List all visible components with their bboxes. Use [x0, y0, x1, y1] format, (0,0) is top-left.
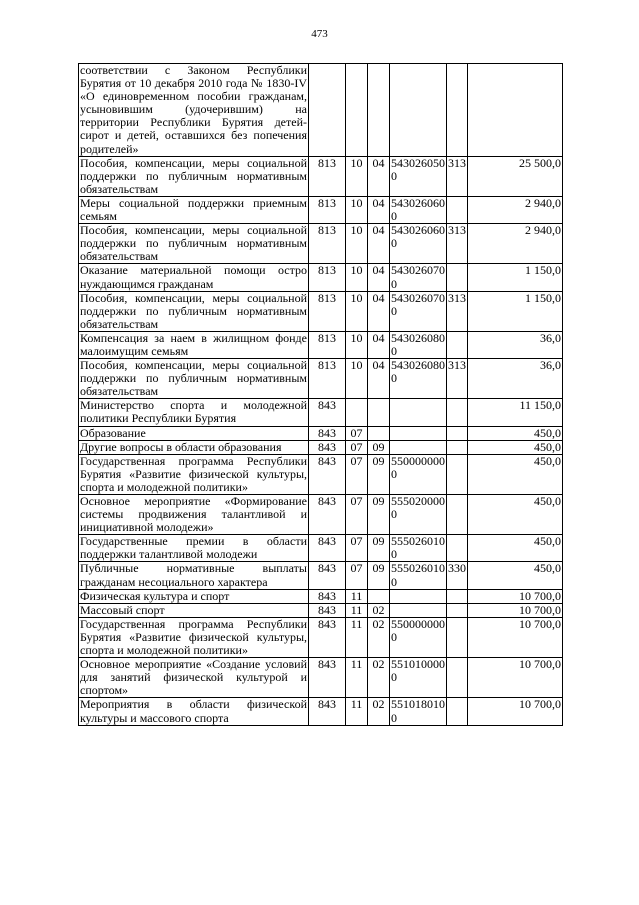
budget-table	[78, 63, 563, 726]
subsection-code-cell: 04	[368, 359, 390, 399]
target-article-cell: 5430260800	[391, 331, 445, 358]
grbs-code-cell: 843	[309, 426, 346, 440]
expense-type-cell	[447, 264, 468, 291]
target-article-cell: 5510100000	[390, 658, 447, 698]
row-name-cell: Оказание материальной помощи остро нуждающимся гражданам	[80, 263, 307, 291]
expense-type-cell	[447, 495, 468, 535]
grbs-code-cell: 843	[309, 589, 346, 603]
row-name-cell: Основное мероприятие «Создание условий для занятий физической культурой и спортом»	[80, 657, 307, 698]
amount-cell: 2 940,0	[468, 196, 563, 223]
table-row	[79, 399, 563, 426]
row-name-cell: Государственная программа Республики Бурятия «Развитие физической культуры, спорта и молодежной политики»	[80, 454, 307, 494]
table-row	[79, 440, 563, 454]
grbs-code-cell: 843	[309, 535, 346, 562]
expense-type-cell	[447, 658, 468, 698]
subsection-code-cell: 02	[368, 603, 390, 617]
target-article-cell: 5430260500	[390, 156, 447, 196]
section-code-cell: 10	[346, 156, 368, 196]
subsection-code-cell	[368, 399, 390, 426]
subsection-code-cell: 04	[368, 224, 390, 264]
section-code-cell: 10	[346, 196, 368, 223]
table-row	[79, 359, 563, 399]
amount-cell: 2 940,0	[468, 224, 563, 264]
row-name-cell: Мероприятия в области физической культуры и массового спорта	[80, 697, 307, 725]
grbs-code-cell: 813	[309, 291, 346, 331]
expense-type-cell	[447, 331, 468, 358]
row-name-cell: Образование	[79, 426, 309, 440]
grbs-code-cell: 843	[309, 603, 346, 617]
expense-type-cell	[447, 454, 468, 494]
table-row	[79, 264, 563, 291]
row-name-cell: Пособия, компенсации, меры социальной поддержки по публичным нормативным обязательствам	[80, 156, 307, 196]
amount-cell: 10 700,0	[468, 658, 563, 698]
expense-type-cell: 313	[447, 156, 468, 196]
table-row	[79, 617, 563, 657]
expense-type-cell: 313	[447, 359, 468, 399]
section-code-cell: 07	[346, 426, 368, 440]
grbs-code-cell: 843	[309, 440, 346, 454]
row-name-cell: Государственные премии в области поддержки талантливой молодежи	[80, 534, 307, 562]
amount-cell: 10 700,0	[468, 698, 563, 725]
table-row	[79, 454, 563, 494]
subsection-code-cell: 04	[368, 291, 390, 331]
amount-cell: 1 150,0	[468, 291, 563, 331]
row-name-cell: Основное мероприятие «Формирование системы продвижения талантливой и инициативной молодежи»	[80, 494, 307, 535]
amount-cell: 10 700,0	[468, 617, 563, 657]
subsection-code-cell: 02	[368, 658, 390, 698]
amount-cell: 450,0	[468, 440, 563, 454]
section-code-cell	[346, 399, 368, 426]
section-code-cell: 10	[346, 224, 368, 264]
subsection-code-cell: 04	[368, 156, 390, 196]
table-row	[79, 562, 563, 589]
amount-cell: 1 150,0	[468, 264, 563, 291]
subsection-code-cell	[368, 64, 390, 157]
table-row	[79, 331, 563, 358]
table-row	[79, 698, 563, 725]
table-row	[79, 535, 563, 562]
section-code-cell: 11	[346, 617, 368, 657]
expense-type-cell	[447, 535, 468, 562]
section-code-cell: 11	[346, 658, 368, 698]
amount-cell: 450,0	[468, 426, 563, 440]
table-row	[79, 196, 563, 223]
row-name-cell: Пособия, компенсации, меры социальной поддержки по публичным нормативным обязательствам	[80, 223, 307, 264]
expense-type-cell: 330	[447, 562, 468, 589]
expense-type-cell	[447, 589, 468, 603]
target-article-cell: 5510180100	[391, 697, 445, 725]
subsection-code-cell	[368, 426, 390, 440]
target-article-cell	[390, 399, 447, 426]
target-article-cell	[390, 440, 447, 454]
subsection-code-cell: 02	[368, 698, 390, 725]
subsection-code-cell: 09	[368, 454, 390, 494]
section-code-cell: 10	[346, 291, 368, 331]
amount-cell: 36,0	[468, 359, 563, 399]
row-name-cell: Меры социальной поддержки приемным семьям	[80, 196, 307, 224]
amount-cell: 450,0	[468, 535, 563, 562]
grbs-code-cell: 813	[309, 224, 346, 264]
section-code-cell: 07	[346, 440, 368, 454]
section-code-cell: 11	[346, 589, 368, 603]
grbs-code-cell: 843	[309, 698, 346, 725]
table-row	[79, 64, 563, 157]
amount-cell: 450,0	[468, 454, 563, 494]
target-article-cell: 5500000000	[390, 617, 447, 657]
grbs-code-cell: 813	[309, 359, 346, 399]
target-article-cell	[390, 603, 447, 617]
table-row	[79, 224, 563, 264]
grbs-code-cell: 843	[309, 399, 346, 426]
amount-cell: 36,0	[468, 331, 563, 358]
row-name-cell: Компенсация за наем в жилищном фонде малоимущим семьям	[80, 331, 307, 358]
table-row	[79, 495, 563, 535]
expense-type-cell	[447, 399, 468, 426]
grbs-code-cell: 843	[309, 495, 346, 535]
target-article-cell: 5430260800	[390, 359, 447, 399]
section-code-cell: 07	[346, 562, 368, 589]
section-code-cell: 07	[346, 495, 368, 535]
target-article-cell: 5430260600	[391, 196, 445, 224]
subsection-code-cell: 04	[368, 331, 390, 358]
amount-cell: 450,0	[468, 495, 563, 535]
grbs-code-cell: 813	[309, 331, 346, 358]
grbs-code-cell: 813	[309, 196, 346, 223]
section-code-cell: 10	[346, 264, 368, 291]
subsection-code-cell: 09	[368, 535, 390, 562]
target-article-cell: 5550200000	[390, 495, 447, 535]
target-article-cell: 5430260700	[390, 291, 447, 331]
expense-type-cell	[447, 440, 468, 454]
table-row	[79, 426, 563, 440]
expense-type-cell	[447, 603, 468, 617]
grbs-code-cell: 843	[309, 658, 346, 698]
amount-cell: 450,0	[468, 562, 563, 589]
amount-cell: 10 700,0	[468, 603, 563, 617]
section-code-cell	[346, 64, 368, 157]
target-article-cell: 5500000000	[390, 454, 447, 494]
section-code-cell: 11	[346, 698, 368, 725]
amount-cell: 10 700,0	[468, 589, 563, 603]
target-article-cell: 5550260100	[391, 534, 445, 562]
table-row	[79, 658, 563, 698]
section-code-cell: 10	[346, 331, 368, 358]
subsection-code-cell: 02	[368, 617, 390, 657]
row-name-cell: Пособия, компенсации, меры социальной поддержки по публичным нормативным обязательствам	[80, 358, 307, 399]
target-article-cell: 5550260100	[391, 561, 445, 589]
expense-type-cell: 313	[447, 291, 468, 331]
row-name-cell: Другие вопросы в области образования	[79, 440, 309, 454]
target-article-cell: 5430260600	[390, 224, 447, 264]
grbs-code-cell	[309, 64, 346, 157]
table-row	[79, 291, 563, 331]
target-article-cell	[390, 64, 447, 157]
target-article-cell: 5430260700	[391, 263, 445, 291]
table-row	[79, 589, 563, 603]
subsection-code-cell: 09	[368, 440, 390, 454]
target-article-cell	[390, 426, 447, 440]
row-name-cell: Массовый спорт	[79, 603, 309, 617]
section-code-cell: 07	[346, 454, 368, 494]
grbs-code-cell: 843	[309, 617, 346, 657]
amount-cell: 11 150,0	[468, 399, 563, 426]
subsection-code-cell: 09	[368, 495, 390, 535]
grbs-code-cell: 843	[309, 454, 346, 494]
subsection-code-cell: 04	[368, 264, 390, 291]
table-row	[79, 156, 563, 196]
section-code-cell: 07	[346, 535, 368, 562]
page-number: 473	[311, 28, 328, 40]
expense-type-cell	[447, 617, 468, 657]
section-code-cell: 10	[346, 359, 368, 399]
expense-type-cell	[447, 426, 468, 440]
target-article-cell	[390, 589, 447, 603]
row-name-cell: Министерство спорта и молодежной политики Республики Бурятия	[80, 398, 307, 426]
expense-type-cell	[447, 698, 468, 725]
row-name-cell: соответствии с Законом Республики Бурятия от 10 декабря 2010 года № 1830-IV «О единовременном пособии гражданам, усыновившим (удочерившим) на территории Республики Бурятия детей-сирот и детей, оставшихся без попечения родителей»	[80, 63, 307, 156]
subsection-code-cell	[368, 589, 390, 603]
row-name-cell: Государственная программа Республики Бурятия «Развитие физической культуры, спорта и молодежной политики»	[80, 617, 307, 658]
grbs-code-cell: 813	[309, 156, 346, 196]
row-name-cell: Пособия, компенсации, меры социальной поддержки по публичным нормативным обязательствам	[80, 291, 307, 331]
subsection-code-cell: 04	[368, 196, 390, 223]
grbs-code-cell: 843	[309, 562, 346, 589]
section-code-cell: 11	[346, 603, 368, 617]
grbs-code-cell: 813	[309, 264, 346, 291]
subsection-code-cell: 09	[368, 562, 390, 589]
table-row	[79, 603, 563, 617]
row-name-cell: Публичные нормативные выплаты гражданам несоциального характера	[80, 561, 307, 589]
expense-type-cell	[447, 64, 468, 157]
expense-type-cell	[447, 196, 468, 223]
amount-cell	[468, 64, 563, 157]
amount-cell: 25 500,0	[468, 156, 563, 196]
row-name-cell: Физическая культура и спорт	[79, 589, 309, 603]
expense-type-cell: 313	[447, 224, 468, 264]
